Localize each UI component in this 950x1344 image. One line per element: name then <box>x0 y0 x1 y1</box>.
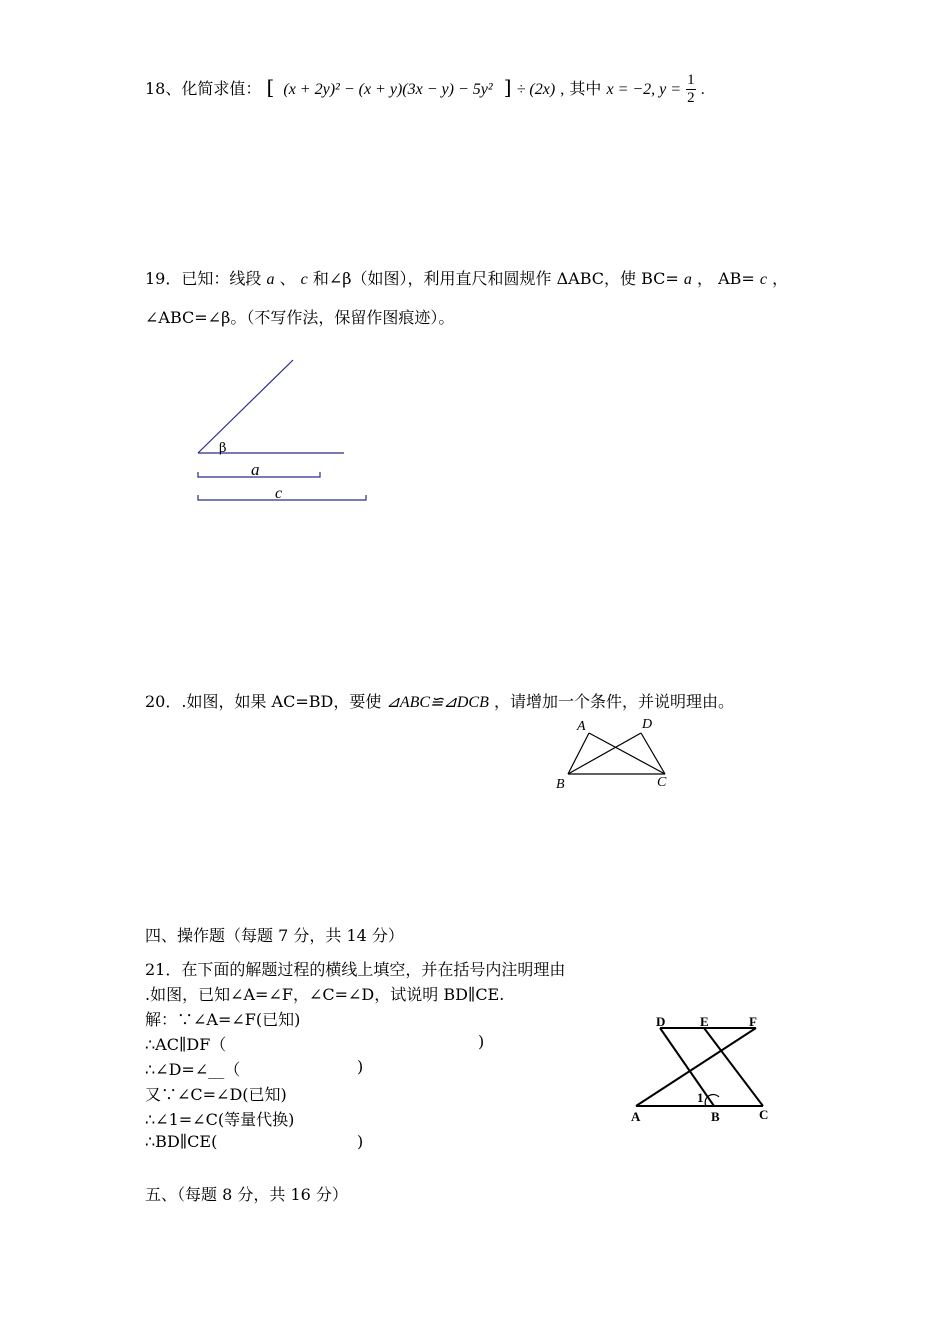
q19-text-a: 19．已知：线段 <box>145 269 262 288</box>
q18-period: . <box>700 81 705 98</box>
q18-bracket-close: ] <box>503 75 512 99</box>
q20-label-c: C <box>657 775 667 790</box>
q19-text-b: 和∠β（如图），利用直尺和圆规作 ΔABC，使 BC= <box>312 269 679 288</box>
q21-step-5: ∴∠1=∠C(等量代换) <box>145 1110 295 1129</box>
q19-c-label: c <box>275 485 283 502</box>
q19-var-c2: c <box>759 271 768 288</box>
q18-divisor: ÷ (2x) <box>516 81 556 98</box>
q18-where: 其中 <box>569 79 602 98</box>
q21-step-2-close: ) <box>478 1032 485 1051</box>
q20-text-a: 20．.如图，如果 AC=BD，要使 <box>145 692 382 711</box>
q19-sep: 、 <box>279 269 296 288</box>
q18-condition: x = −2, y = <box>606 81 682 98</box>
q21-step-4: 又∵∠C=∠D(已知) <box>145 1085 287 1104</box>
q21-segment-af <box>636 1028 756 1106</box>
q19-var-a2: a <box>683 271 692 288</box>
q19-line2: ∠ABC=∠β。（不写作法，保留作图痕迹）。 <box>145 308 455 327</box>
q21-label-e: E <box>700 1014 709 1029</box>
q21-segment-db <box>660 1028 714 1106</box>
q21-label-f: F <box>749 1014 757 1029</box>
q18-comma: , <box>560 81 565 98</box>
q19-a-label: a <box>251 460 260 479</box>
q21-label-a: A <box>631 1109 641 1124</box>
q19-var-c: c <box>300 271 308 288</box>
q21-angle-label: 1 <box>697 1090 704 1105</box>
section4-title: 四、操作题（每题 7 分，共 14 分） <box>145 926 404 945</box>
q19-beta-label: β <box>219 441 227 456</box>
q19-var-a: a <box>266 271 275 288</box>
q21-step-6-close: ) <box>357 1132 364 1151</box>
q21-label-c: C <box>759 1107 769 1122</box>
q20-label-a: A <box>577 719 586 734</box>
q19-text-d: ， <box>772 269 789 288</box>
q21-given: .如图，已知∠A=∠F，∠C=∠D，试说明 BD∥CE. <box>145 985 505 1004</box>
q19-text-c: ， AB= <box>697 269 755 288</box>
q21-intro: 21．在下面的解题过程的横线上填空，并在括号内注明理由 <box>145 960 566 979</box>
q18-bracket-open: [ <box>266 75 275 99</box>
q20-text-b: ，请增加一个条件，并说明理由。 <box>493 692 734 711</box>
q21-step-6: ∴BD∥CE( <box>145 1132 218 1151</box>
q21-step-2: ∴AC∥DF（ <box>145 1035 227 1054</box>
q18-fraction-denominator: 2 <box>687 90 695 106</box>
section5-title: 五、（每题 8 分，共 16 分） <box>145 1185 348 1204</box>
q20-label-d: D <box>642 717 653 732</box>
q21-step-1: 解：∵∠A=∠F(已知) <box>145 1010 301 1029</box>
q21-step-3: ∴∠D=∠__（ <box>145 1060 241 1079</box>
q21-label-d: D <box>656 1014 666 1029</box>
q20-congruence: ⊿ABC≌⊿DCB <box>386 694 489 711</box>
q18-label: 18、化简求值： <box>145 79 262 98</box>
q18-expression: (x + 2y)² − (x + y)(3x − y) − 5y² <box>283 81 493 98</box>
q21-label-b: B <box>711 1109 720 1124</box>
q20-label-b: B <box>556 777 565 792</box>
q21-step-3-close: ) <box>357 1057 364 1076</box>
q18-fraction-numerator: 1 <box>687 72 695 88</box>
